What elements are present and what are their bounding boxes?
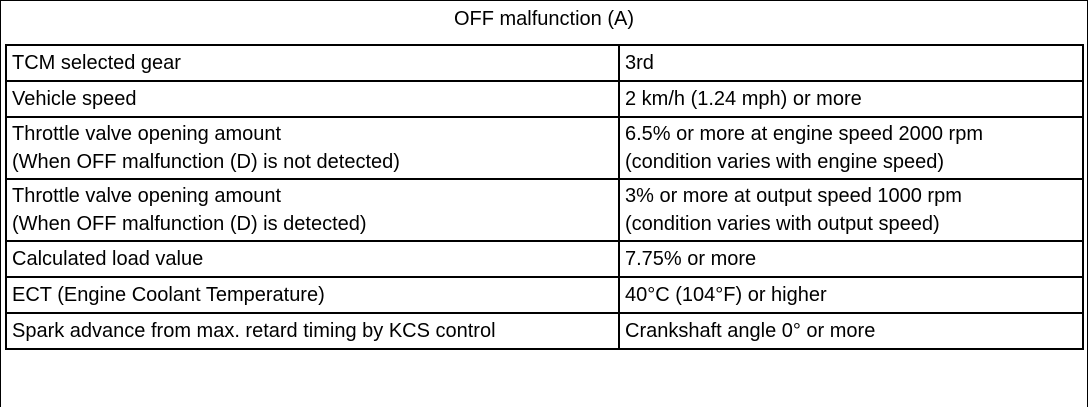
condition-text: Spark advance from max. retard timing by KCS control: [12, 320, 496, 342]
value-cell: [619, 81, 1083, 117]
table-row: [6, 241, 1083, 277]
table-row: [6, 117, 1083, 179]
condition-text: Throttle valve opening amount: [12, 185, 282, 207]
table-row: [6, 81, 1083, 117]
value-text: 3% or more at output speed 1000 rpm: [625, 185, 962, 207]
value-text: 40°C (104°F) or higher: [625, 284, 827, 306]
table-row: [6, 277, 1083, 313]
condition-cell: [6, 117, 619, 179]
table-row: [6, 45, 1083, 81]
value-cell: [619, 179, 1083, 241]
table-row: [6, 179, 1083, 241]
value-note: (condition varies with engine speed): [625, 151, 945, 173]
condition-cell: [6, 81, 619, 117]
value-cell: [619, 45, 1083, 81]
table-title: OFF malfunction (A): [453, 8, 635, 30]
condition-cell: [6, 179, 619, 241]
value-note: (condition varies with output speed): [625, 213, 940, 235]
condition-note: (When OFF malfunction (D) is not detected): [12, 151, 400, 173]
value-text: Crankshaft angle 0° or more: [625, 320, 876, 342]
value-cell: [619, 313, 1083, 349]
condition-cell: [6, 241, 619, 277]
condition-cell: [6, 313, 619, 349]
condition-text: Calculated load value: [12, 248, 204, 270]
value-cell: [619, 241, 1083, 277]
condition-note: (When OFF malfunction (D) is detected): [12, 213, 367, 235]
table-row: [6, 313, 1083, 349]
value-text: 2 km/h (1.24 mph) or more: [625, 88, 862, 110]
condition-text: Throttle valve opening amount: [12, 123, 282, 145]
condition-text: TCM selected gear: [12, 52, 181, 74]
condition-text: Vehicle speed: [12, 88, 137, 110]
value-cell: [619, 277, 1083, 313]
value-text: 3rd: [625, 52, 654, 74]
value-text: 7.75% or more: [625, 248, 757, 270]
value-text: 6.5% or more at engine speed 2000 rpm: [625, 123, 983, 145]
condition-cell: [6, 45, 619, 81]
conditions-table: [5, 44, 1084, 350]
value-cell: [619, 117, 1083, 179]
condition-text: ECT (Engine Coolant Temperature): [12, 284, 325, 306]
condition-cell: [6, 277, 619, 313]
